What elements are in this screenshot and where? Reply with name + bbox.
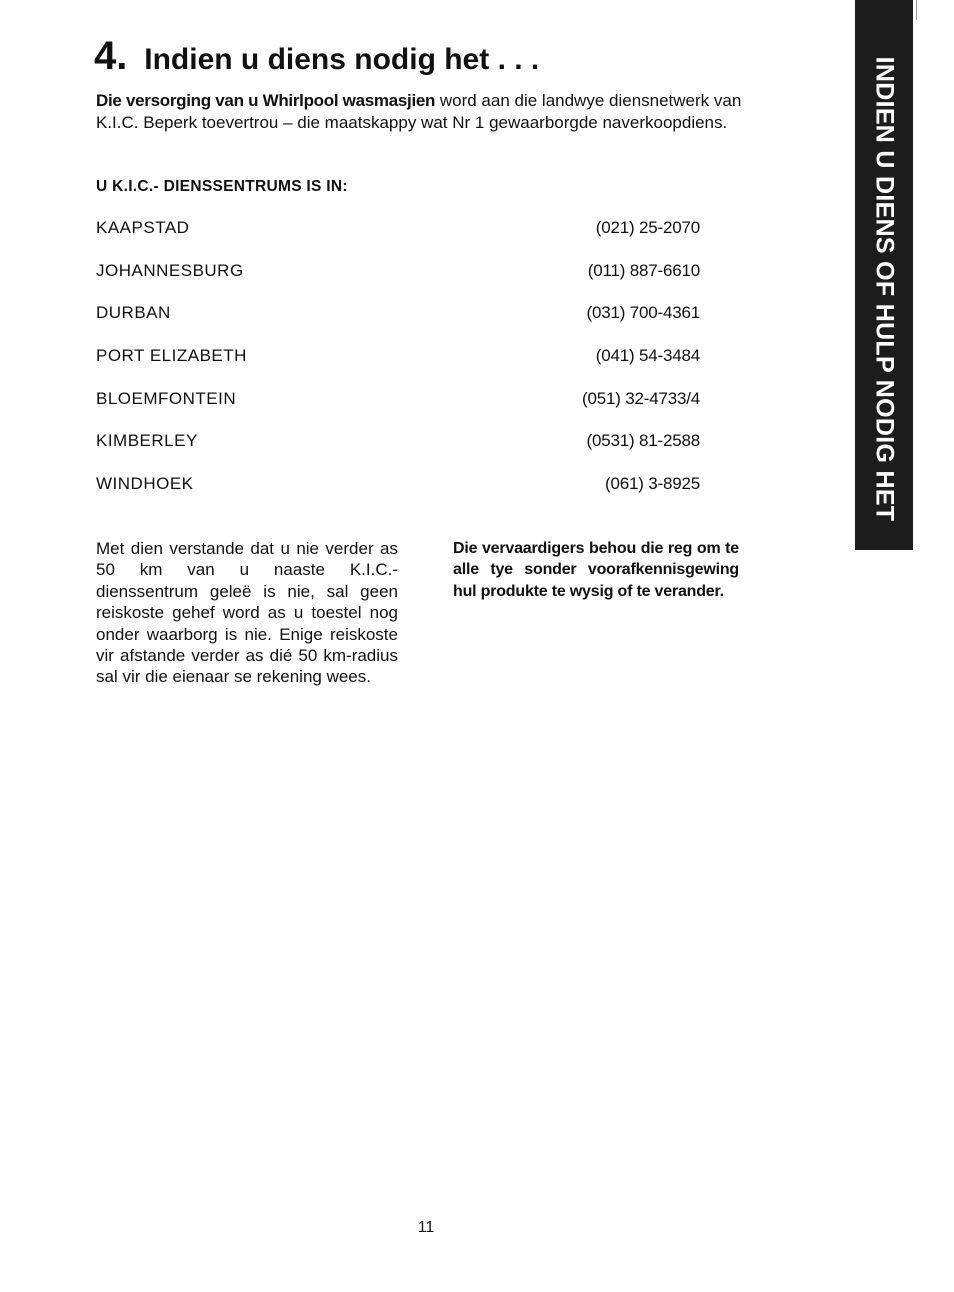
centre-city: WINDHOEK: [96, 474, 194, 494]
intro-paragraph: [96, 90, 758, 134]
centre-city: JOHANNESBURG: [96, 260, 244, 280]
centre-city: DURBAN: [96, 303, 171, 323]
centre-city: KAAPSTAD: [96, 218, 190, 237]
centre-phone: (031) 700-4361: [586, 303, 700, 323]
service-centres-list: [96, 216, 700, 515]
centre-phone: (051) 32-4733/4: [582, 388, 700, 408]
section-heading: [94, 36, 539, 76]
side-tab-label: INDIEN U DIENS OF HULP NODIG HET: [870, 56, 899, 522]
service-centre-row: [96, 216, 700, 259]
side-tab: [855, 0, 913, 550]
page-number: 11: [417, 1219, 435, 1236]
service-centre-row: [96, 301, 700, 344]
centre-phone: (011) 887-6610: [587, 260, 700, 280]
intro-lead: Die versorging van u Whirlpool wasmasjien: [96, 91, 436, 110]
service-centre-row: [96, 259, 700, 302]
service-centre-row: [96, 429, 700, 472]
service-centres-label: U K.I.C.- DIENSSENTRUMS IS IN:: [96, 178, 348, 195]
service-centre-row: [96, 344, 700, 387]
page-edge-line: [916, 0, 917, 20]
centre-phone: (0531) 81-2588: [586, 431, 700, 451]
section-number: 4.: [94, 34, 128, 78]
service-centre-row: [96, 387, 700, 430]
intro-rest: word aan die landwye diensnetwerk van K.I.C. Beperk toevertrou – die maatskappy wat Nr 1 gewaarborgde naverkoopdiens.: [96, 91, 742, 132]
centre-city: PORT ELIZABETH: [96, 346, 247, 366]
travel-cost-note: Met dien verstande dat u nie verder as 50 km van u naaste K.I.C.-dienssentrum geleë is nie, sal geen reiskoste gehef word as u toestel nog onder waarborg is nie. Enige reiskoste vir afstande verder as dié 50 km-radius sal vir die eienaar se rekening wees.: [96, 539, 398, 687]
service-centre-row: [96, 472, 700, 515]
centre-city: BLOEMFONTEIN: [96, 388, 237, 408]
section-title: Indien u diens nodig het . . .: [144, 43, 540, 76]
centre-phone: (041) 54-3484: [595, 346, 700, 366]
centre-phone: (061) 3-8925: [605, 474, 700, 494]
centre-phone: (021) 25-2070: [595, 218, 700, 237]
manufacturer-rights-note: Die vervaardigers behou die reg om te alle tye sonder voorafkennisgewing hul produkte te wysig of te verander.: [453, 540, 739, 600]
centre-city: KIMBERLEY: [96, 431, 198, 451]
